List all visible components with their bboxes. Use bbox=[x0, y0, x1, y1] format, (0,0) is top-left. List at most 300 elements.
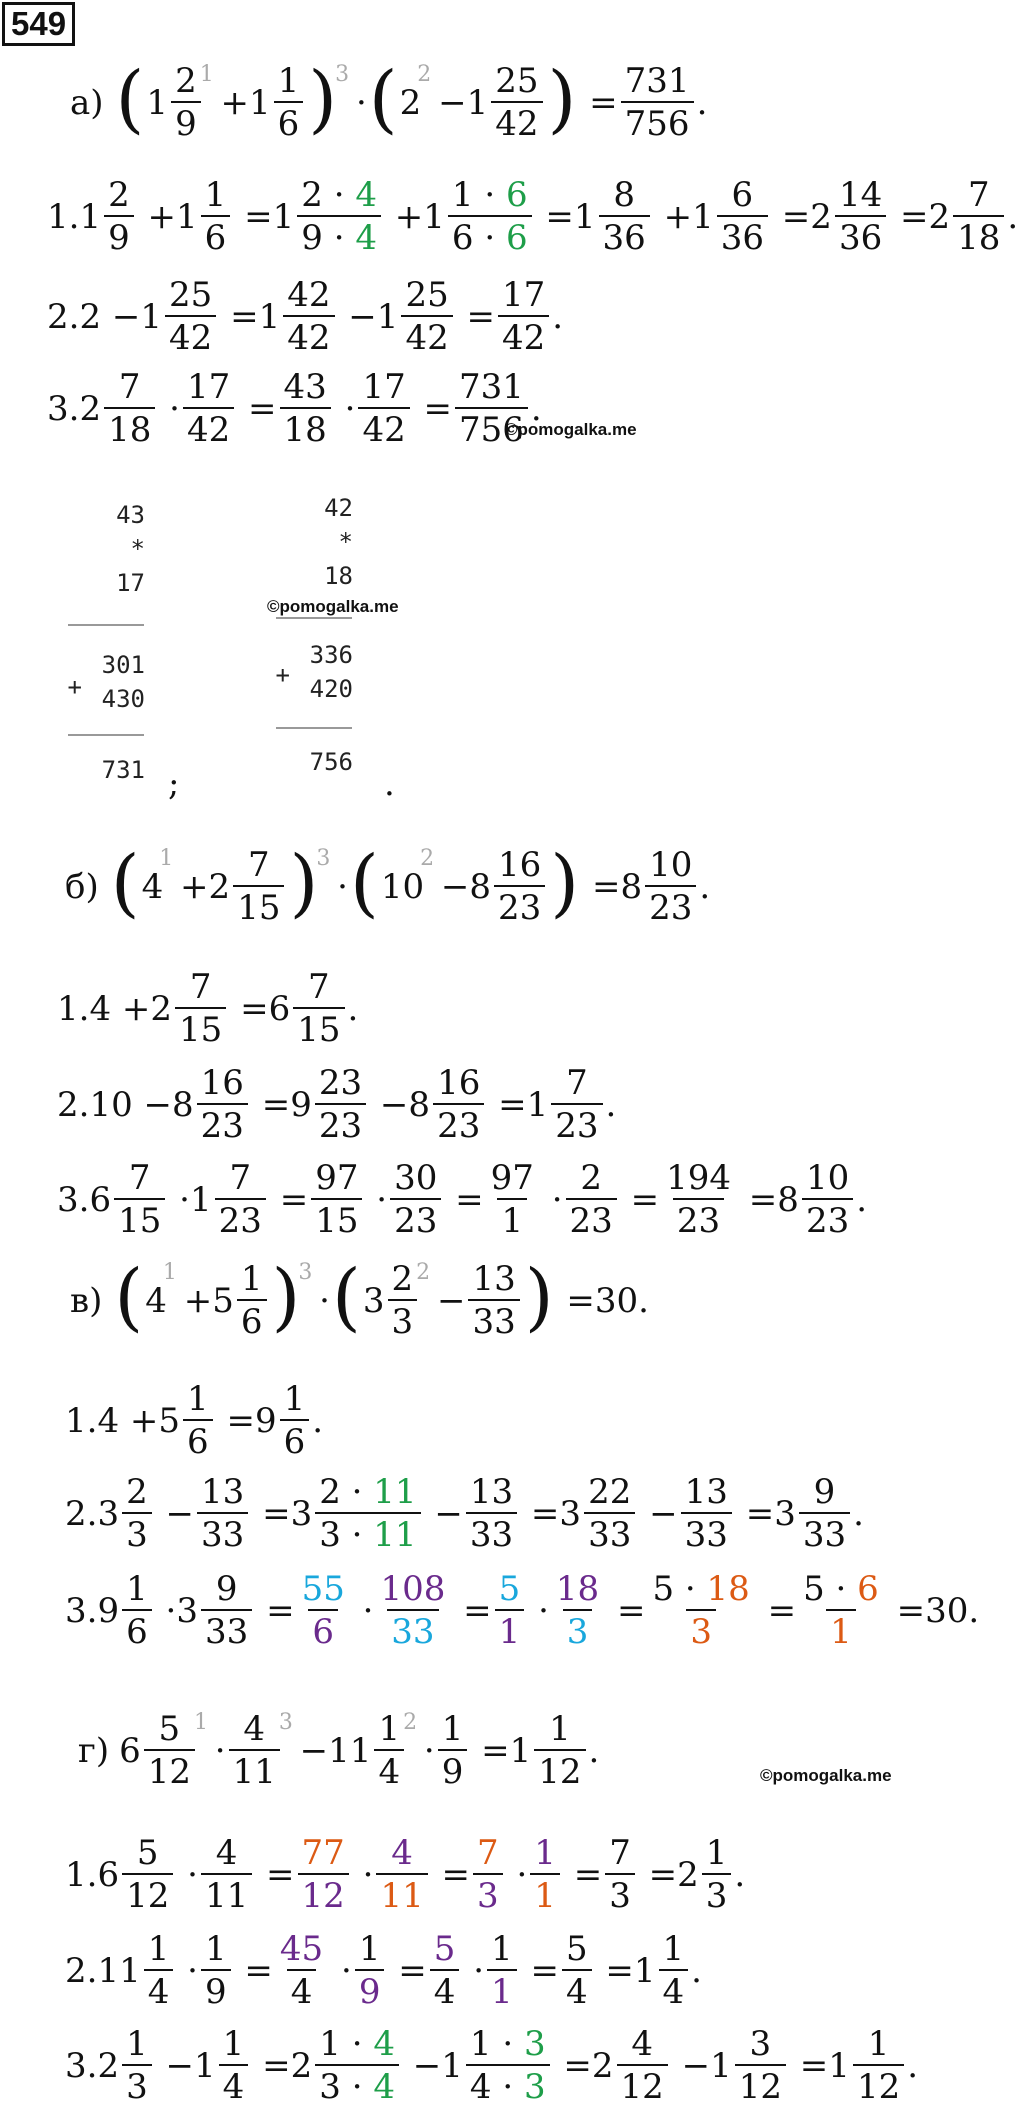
numerator: 5 bbox=[158, 1709, 181, 1749]
math-token: 18 bbox=[706, 1569, 750, 1609]
fraction bbox=[799, 1472, 850, 1555]
denominator: 12 bbox=[534, 1749, 585, 1789]
numerator: 7 bbox=[189, 967, 212, 1007]
denominator: 3 bbox=[473, 1873, 503, 1913]
fraction bbox=[430, 1929, 460, 2012]
math-token: . bbox=[552, 296, 564, 337]
math-token: . bbox=[968, 1590, 980, 1631]
fraction bbox=[358, 367, 409, 450]
math-token: 18 bbox=[324, 562, 353, 590]
math-token: 2 bbox=[810, 196, 832, 237]
numerator: 1 bbox=[662, 1929, 685, 1969]
math-token: 2. bbox=[65, 1950, 98, 1991]
math-token: 9 bbox=[290, 1084, 312, 1125]
denominator: 23 bbox=[197, 1103, 248, 1143]
math-token: = bbox=[734, 1493, 775, 1534]
numerator: 4 bbox=[215, 1833, 238, 1873]
math-token: · bbox=[176, 1950, 198, 1991]
part-a-problem bbox=[70, 55, 708, 144]
math-token: = bbox=[387, 1950, 427, 1991]
math-token: 9 bbox=[254, 1400, 277, 1441]
numerator: 9 bbox=[215, 1569, 238, 1609]
denominator: 4 bbox=[562, 1969, 592, 2009]
math-token: = bbox=[444, 1179, 484, 1220]
math-token: 4 bbox=[89, 988, 112, 1029]
math-token: . bbox=[605, 1084, 617, 1125]
math-token: * bbox=[338, 528, 353, 556]
parenthesis: ( bbox=[332, 1253, 361, 1340]
numerator: 25 bbox=[405, 275, 449, 315]
parenthesis: ) bbox=[289, 839, 319, 926]
numerator: 22 bbox=[588, 1472, 632, 1512]
fraction bbox=[491, 61, 542, 144]
math-token: = bbox=[756, 1590, 797, 1631]
numerator: 5 bbox=[498, 1569, 521, 1609]
math-token: − bbox=[401, 2045, 442, 2086]
denominator: 15 bbox=[114, 1198, 165, 1238]
part-v-label: в) bbox=[70, 1280, 103, 1321]
math-token: 6 bbox=[505, 175, 528, 215]
step-order-marker: 2 bbox=[420, 845, 435, 871]
fraction bbox=[494, 845, 545, 928]
numerator: 7 bbox=[477, 1833, 499, 1873]
numerator: 1 bbox=[549, 1709, 571, 1749]
numerator: 17 bbox=[362, 367, 406, 407]
numerator: 13 bbox=[472, 1259, 516, 1299]
fraction bbox=[599, 175, 650, 258]
denominator: 33 bbox=[466, 1512, 517, 1552]
math-token: 336 bbox=[309, 641, 353, 669]
step-order-marker: 2 bbox=[417, 61, 432, 87]
math-token: 8 bbox=[620, 866, 643, 907]
denominator: 9 bbox=[171, 101, 201, 141]
denominator: 23 bbox=[645, 885, 696, 925]
numerator: 17 bbox=[502, 275, 546, 315]
fraction bbox=[311, 1158, 362, 1241]
denominator bbox=[466, 2064, 550, 2107]
denominator: 18 bbox=[104, 407, 155, 447]
denominator: 1 bbox=[826, 1609, 856, 1649]
fraction bbox=[122, 1833, 173, 1916]
denominator: 4 bbox=[374, 1749, 404, 1789]
fraction bbox=[466, 2024, 550, 2107]
numerator: 25 bbox=[169, 275, 213, 315]
math-token: + bbox=[652, 196, 693, 237]
math-token: · bbox=[326, 866, 348, 907]
fraction bbox=[298, 1569, 349, 1652]
math-token: = bbox=[268, 1179, 309, 1220]
math-token: 430 bbox=[101, 685, 145, 713]
denominator: 36 bbox=[717, 215, 768, 255]
step-order-marker: 3 bbox=[298, 1259, 313, 1285]
denominator: 6 bbox=[308, 1609, 338, 1649]
denominator: 36 bbox=[599, 215, 650, 255]
math-token: . bbox=[907, 2045, 919, 2086]
part-g-step-1 bbox=[65, 1833, 746, 1916]
math-token: . bbox=[312, 1400, 324, 1441]
math-token: = bbox=[215, 1400, 255, 1441]
fraction bbox=[144, 1709, 195, 1792]
math-token: . bbox=[856, 1179, 868, 1220]
mult-right-operands bbox=[298, 491, 353, 593]
fraction bbox=[648, 1569, 753, 1652]
math-token: = bbox=[637, 1854, 678, 1895]
math-token: = bbox=[738, 1179, 778, 1220]
numerator: 97 bbox=[315, 1158, 359, 1198]
fraction bbox=[702, 1833, 732, 1916]
math-token: 2 bbox=[208, 866, 231, 907]
fraction bbox=[388, 1259, 418, 1342]
math-token: . bbox=[691, 1950, 702, 1991]
math-token: · bbox=[158, 388, 180, 429]
math-token: − bbox=[427, 82, 467, 123]
numerator: 77 bbox=[301, 1833, 345, 1873]
numerator: 13 bbox=[469, 1472, 514, 1512]
numerator bbox=[448, 175, 532, 215]
math-token: 6 bbox=[857, 1569, 879, 1609]
math-token: 4 · bbox=[469, 2067, 524, 2107]
fraction bbox=[183, 1379, 213, 1462]
math-token: · bbox=[203, 1730, 226, 1771]
part-v-step-1 bbox=[65, 1379, 324, 1462]
math-token: = bbox=[578, 82, 618, 123]
step-order-marker: 3 bbox=[278, 1709, 293, 1735]
semicolon: ; bbox=[168, 764, 180, 804]
fraction bbox=[283, 275, 334, 358]
math-token: = bbox=[470, 1730, 510, 1771]
math-token: 2 bbox=[290, 2045, 313, 2086]
numerator: 13 bbox=[201, 1472, 245, 1512]
part-a-label: а) bbox=[70, 82, 104, 123]
fraction bbox=[530, 1833, 560, 1916]
denominator: 9 bbox=[201, 1969, 231, 2009]
numerator: 7 bbox=[248, 845, 270, 885]
part-g-step-2 bbox=[65, 1929, 702, 2012]
math-token: + bbox=[111, 988, 151, 1029]
watermark: ©pomogalka.me bbox=[505, 420, 637, 439]
part-g-problem bbox=[78, 1709, 600, 1792]
fraction bbox=[495, 1569, 525, 1652]
fraction bbox=[735, 2024, 786, 2107]
math-token: 11 bbox=[97, 1950, 141, 1991]
math-token: · bbox=[345, 82, 367, 123]
denominator: 4 bbox=[659, 1969, 689, 2009]
math-token: 1 bbox=[423, 196, 445, 237]
mult-left-plus: + bbox=[67, 673, 82, 701]
fraction bbox=[229, 1709, 280, 1792]
math-token: 2 bbox=[79, 296, 102, 337]
math-token: 1 · bbox=[469, 2024, 524, 2064]
fraction bbox=[953, 175, 1004, 258]
part-b-problem bbox=[65, 839, 711, 928]
denominator: 11 bbox=[229, 1749, 280, 1789]
numerator: 2 bbox=[108, 175, 130, 215]
denominator: 23 bbox=[390, 1198, 441, 1238]
math-token: 3. bbox=[65, 2045, 98, 2086]
fraction bbox=[114, 1158, 165, 1241]
denominator: 3 bbox=[686, 1609, 716, 1649]
fraction bbox=[201, 175, 231, 258]
fraction bbox=[487, 1158, 538, 1241]
numerator: 1 bbox=[147, 1929, 170, 1969]
step-order-marker: 1 bbox=[159, 845, 174, 871]
numerator: 14 bbox=[838, 175, 883, 215]
fraction bbox=[662, 1158, 735, 1241]
math-token: 1 bbox=[692, 196, 714, 237]
math-token: 3 bbox=[290, 1493, 313, 1534]
denominator: 23 bbox=[433, 1103, 484, 1143]
denominator: 33 bbox=[468, 1299, 519, 1339]
math-token: + bbox=[209, 82, 249, 123]
math-token: = bbox=[520, 1493, 560, 1534]
fraction bbox=[293, 967, 344, 1050]
math-token: 1 bbox=[249, 82, 271, 123]
denominator: 33 bbox=[584, 1512, 635, 1552]
denominator: 9 bbox=[104, 215, 134, 255]
math-token: 30 bbox=[594, 1280, 639, 1321]
fraction bbox=[201, 1833, 252, 1916]
fraction bbox=[551, 1063, 602, 1146]
dot: . bbox=[384, 764, 395, 804]
denominator: 23 bbox=[215, 1198, 266, 1238]
mult-left-rule-2 bbox=[68, 734, 144, 736]
math-token: 2 bbox=[677, 1854, 699, 1895]
fraction bbox=[659, 1929, 689, 2012]
math-token: 1 bbox=[710, 2045, 732, 2086]
math-token: = bbox=[619, 1179, 660, 1220]
numerator: 7 bbox=[128, 1158, 151, 1198]
math-token: = bbox=[771, 196, 811, 237]
math-token: 1 · bbox=[319, 2024, 374, 2064]
fraction bbox=[605, 1833, 635, 1916]
denominator: 18 bbox=[953, 215, 1004, 255]
fraction bbox=[468, 1259, 519, 1342]
numerator: 7 bbox=[967, 175, 990, 215]
math-token: . bbox=[696, 82, 708, 123]
math-token: 5 · bbox=[652, 1569, 707, 1609]
denominator: 36 bbox=[835, 215, 886, 255]
math-token: + bbox=[169, 866, 209, 907]
math-token: − bbox=[132, 1084, 173, 1125]
watermark: ©pomogalka.me bbox=[760, 1766, 892, 1785]
math-token: 1. bbox=[65, 1400, 98, 1441]
parenthesis: ) bbox=[550, 839, 580, 926]
math-token: 4 bbox=[141, 866, 164, 907]
denominator: 3 bbox=[563, 1609, 593, 1649]
fraction bbox=[438, 1709, 468, 1792]
numerator: 1 bbox=[204, 1929, 227, 1969]
math-token: = bbox=[581, 866, 621, 907]
denominator: 1 bbox=[530, 1873, 560, 1913]
fraction bbox=[297, 175, 381, 258]
denominator: 1 bbox=[497, 1198, 527, 1238]
math-token: − bbox=[101, 296, 141, 337]
denominator: 756 bbox=[455, 407, 528, 447]
math-token: . bbox=[1007, 196, 1018, 237]
math-token: = bbox=[455, 296, 495, 337]
math-token: − bbox=[369, 1084, 409, 1125]
math-token: = bbox=[219, 296, 259, 337]
math-token: + bbox=[172, 1280, 213, 1321]
denominator: 33 bbox=[197, 1512, 248, 1552]
math-token: 30 bbox=[925, 1590, 969, 1631]
numerator: 1 bbox=[534, 1833, 556, 1873]
math-token: 3 · bbox=[319, 2067, 374, 2107]
numerator: 4 bbox=[243, 1709, 266, 1749]
math-token: = bbox=[412, 388, 452, 429]
math-token: 2 bbox=[97, 2045, 120, 2086]
numerator: 18 bbox=[555, 1569, 600, 1609]
math-token: · bbox=[351, 1590, 374, 1631]
math-token: 1. bbox=[65, 1854, 98, 1895]
math-token: = bbox=[594, 1950, 634, 1991]
numerator: 16 bbox=[200, 1063, 244, 1103]
denominator: 33 bbox=[681, 1512, 732, 1552]
math-token: 5 bbox=[212, 1280, 234, 1321]
math-token: 2 bbox=[150, 988, 173, 1029]
math-token: 8 bbox=[408, 1084, 431, 1125]
math-token: 2 bbox=[79, 388, 102, 429]
denominator: 12 bbox=[122, 1873, 173, 1913]
math-token: = bbox=[562, 1854, 603, 1895]
math-token: 10 bbox=[89, 1084, 133, 1125]
numerator: 3 bbox=[749, 2024, 772, 2064]
part-a-step-3 bbox=[47, 367, 542, 450]
part-b-label: б) bbox=[65, 866, 99, 907]
math-token: − bbox=[337, 296, 377, 337]
denominator: 6 bbox=[274, 101, 304, 141]
numerator: 10 bbox=[649, 845, 693, 885]
math-token: 1 bbox=[258, 296, 281, 337]
math-token: 3 bbox=[362, 1280, 385, 1321]
part-g-label: г) bbox=[78, 1730, 110, 1771]
step-order-marker: 1 bbox=[162, 1259, 177, 1285]
numerator: 25 bbox=[495, 61, 539, 101]
math-token: 2 bbox=[928, 196, 951, 237]
math-token: · bbox=[168, 1179, 190, 1220]
part-g-step-3 bbox=[65, 2024, 919, 2107]
math-token: + bbox=[383, 196, 424, 237]
math-token: · bbox=[365, 1179, 388, 1220]
denominator: 12 bbox=[617, 2064, 668, 2104]
mult-left-result: 731 bbox=[101, 756, 145, 784]
numerator: 8 bbox=[613, 175, 635, 215]
fraction bbox=[144, 1929, 174, 2012]
math-token: 3 bbox=[97, 1493, 120, 1534]
denominator: 23 bbox=[551, 1103, 602, 1143]
fraction bbox=[315, 2024, 399, 2107]
math-token: · bbox=[154, 1590, 177, 1631]
math-token: 1 bbox=[441, 2045, 463, 2086]
denominator: 42 bbox=[183, 407, 234, 447]
math-token: + bbox=[119, 1400, 159, 1441]
math-token: = bbox=[233, 196, 273, 237]
fraction bbox=[165, 275, 216, 358]
math-token: 5 bbox=[158, 1400, 181, 1441]
fraction bbox=[280, 367, 331, 450]
numerator: 2 bbox=[175, 61, 197, 101]
fraction bbox=[473, 1833, 503, 1916]
fraction bbox=[122, 1472, 152, 1555]
denominator: 23 bbox=[566, 1198, 617, 1238]
denominator: 6 bbox=[280, 1419, 310, 1459]
fraction bbox=[274, 61, 304, 144]
math-token: = bbox=[251, 2045, 291, 2086]
numerator: 16 bbox=[498, 845, 542, 885]
numerator: 1 bbox=[441, 1709, 464, 1749]
math-token: 4 bbox=[373, 2024, 395, 2064]
fraction bbox=[645, 845, 696, 928]
math-token: 11 bbox=[328, 1730, 372, 1771]
numerator: 1 bbox=[204, 175, 227, 215]
numerator: 4 bbox=[391, 1833, 413, 1873]
part-v-problem bbox=[70, 1253, 649, 1342]
mult-left-rule-1 bbox=[68, 624, 144, 626]
math-token: 4 bbox=[355, 175, 377, 215]
parenthesis: ( bbox=[368, 55, 398, 142]
denominator: 12 bbox=[144, 1749, 195, 1789]
fraction bbox=[175, 967, 226, 1050]
math-token: 1 bbox=[140, 296, 163, 337]
numerator: 17 bbox=[186, 367, 231, 407]
numerator: 43 bbox=[283, 367, 327, 407]
math-token: 8 bbox=[469, 866, 492, 907]
math-token: 1 bbox=[79, 196, 102, 237]
fraction bbox=[681, 1472, 732, 1555]
math-token: 1 bbox=[189, 1179, 212, 1220]
math-token: = bbox=[885, 1590, 926, 1631]
math-token: 3 bbox=[774, 1493, 796, 1534]
denominator: 23 bbox=[494, 885, 545, 925]
math-token: * bbox=[130, 535, 145, 563]
math-token: · bbox=[527, 1590, 549, 1631]
math-token: = bbox=[255, 1590, 295, 1631]
denominator: 3 bbox=[605, 1873, 635, 1913]
fraction bbox=[201, 1929, 231, 2012]
math-token: · bbox=[462, 1950, 485, 1991]
numerator: 7 bbox=[308, 967, 330, 1007]
numerator: 2 bbox=[391, 1259, 414, 1299]
math-token: 6 bbox=[268, 988, 291, 1029]
denominator bbox=[297, 215, 381, 258]
numerator: 1 bbox=[867, 2024, 890, 2064]
parenthesis: ) bbox=[271, 1253, 301, 1340]
denominator: 6 bbox=[237, 1299, 267, 1339]
step-order-marker: 2 bbox=[403, 1709, 418, 1735]
math-token: · bbox=[330, 1950, 352, 1991]
math-token: = bbox=[452, 1590, 492, 1631]
math-token: 2. bbox=[57, 1084, 90, 1125]
numerator: 5 bbox=[136, 1833, 159, 1873]
denominator bbox=[448, 215, 532, 258]
math-token: · bbox=[505, 1854, 528, 1895]
math-token: . bbox=[347, 988, 359, 1029]
math-token: = bbox=[519, 1950, 559, 1991]
math-token: . bbox=[853, 1493, 864, 1534]
numerator: 108 bbox=[380, 1569, 446, 1609]
step-order-marker: 1 bbox=[193, 1709, 208, 1735]
fraction bbox=[237, 1259, 267, 1342]
numerator: 1 bbox=[240, 1259, 263, 1299]
numerator: 30 bbox=[394, 1158, 438, 1198]
math-token: . bbox=[638, 1280, 649, 1321]
numerator: 97 bbox=[490, 1158, 534, 1198]
fraction bbox=[122, 1569, 152, 1652]
denominator: 9 bbox=[355, 1969, 385, 2009]
numerator: 7 bbox=[566, 1063, 588, 1103]
part-a-step-2 bbox=[47, 275, 564, 358]
fraction bbox=[466, 1472, 517, 1555]
